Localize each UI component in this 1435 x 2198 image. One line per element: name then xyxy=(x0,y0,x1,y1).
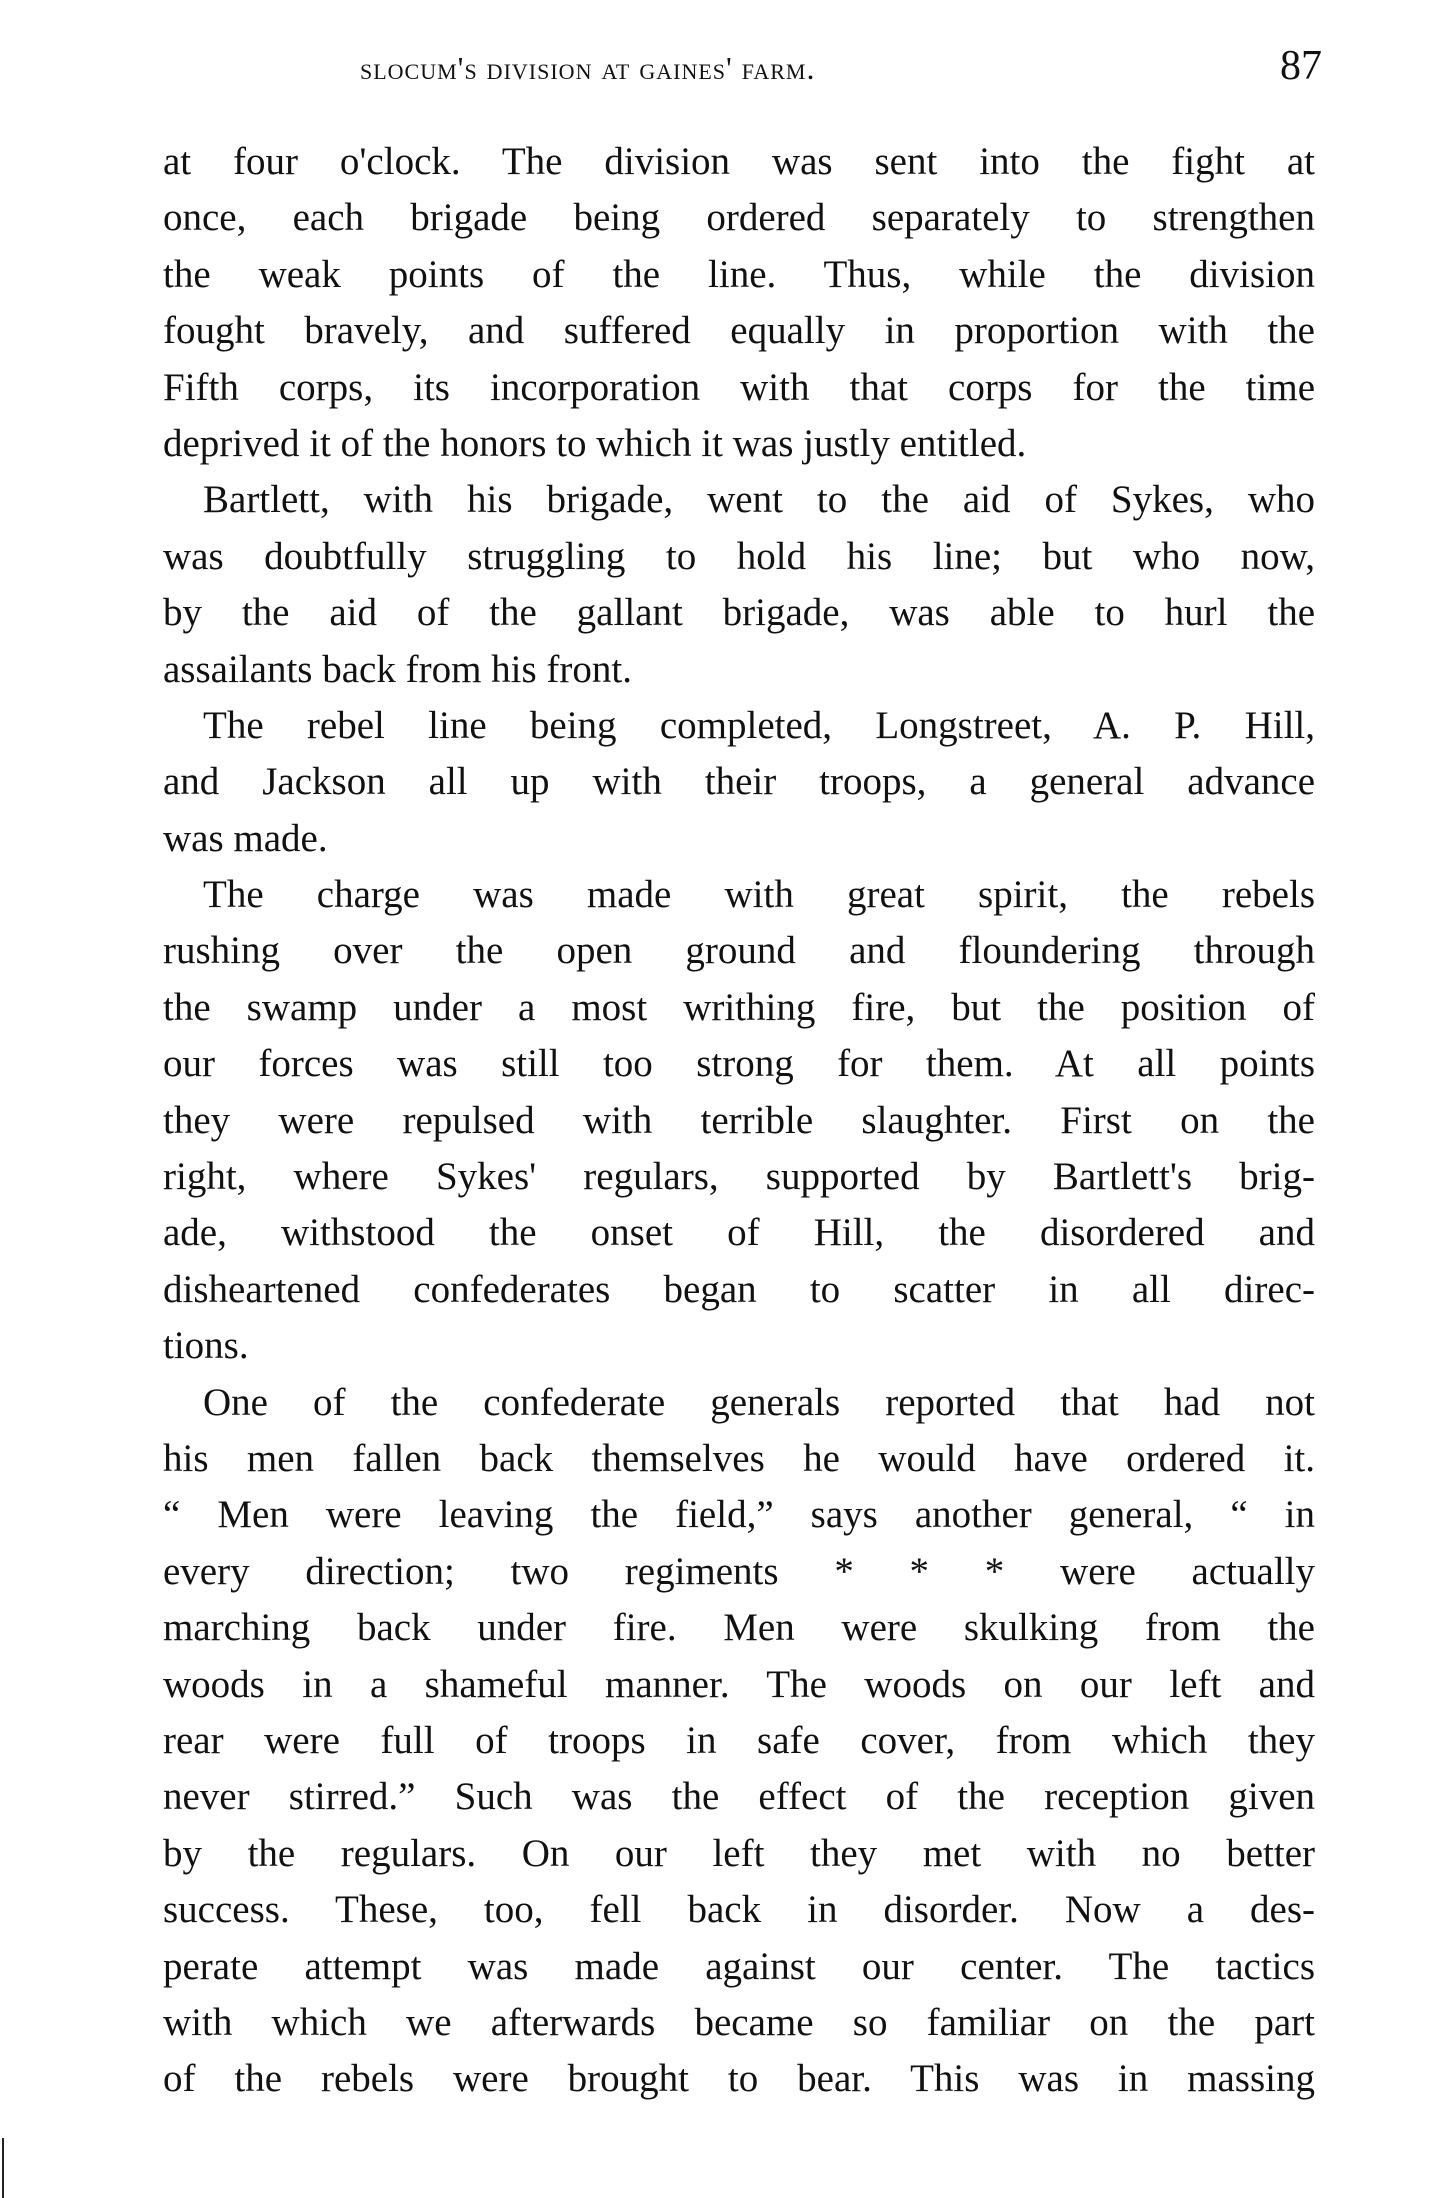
text-line: with which we afterwards became so familiar on the part xyxy=(163,2000,1315,2044)
text-line: The rebel line being completed, Longstreet, A. P. Hill, xyxy=(203,703,1315,747)
text-line: and Jackson all up with their troops, a general advance xyxy=(163,760,1315,804)
text-line: of the rebels were brought to bear. This was in massing xyxy=(163,2057,1315,2101)
text-line: tions. xyxy=(163,1324,249,1368)
text-line: by the regulars. On our left they met with no better xyxy=(163,1831,1315,1875)
text-line: ade, withstood the onset of Hill, the disordered and xyxy=(163,1211,1315,1255)
text-line: every direction; two regiments * * * were actually xyxy=(163,1549,1315,1593)
text-line: deprived it of the honors to which it was justly entitled. xyxy=(163,421,1027,465)
text-line: success. These, too, fell back in disorder. Now a des- xyxy=(163,1888,1315,1932)
text-line: The charge was made with great spirit, the rebels xyxy=(203,873,1315,917)
text-line: once, each brigade being ordered separately to strengthen xyxy=(163,196,1315,240)
text-line: they were repulsed with terrible slaughter. First on the xyxy=(163,1098,1315,1142)
text-line: was doubtfully struggling to hold his line; but who now, xyxy=(163,534,1315,578)
text-line: rear were full of troops in safe cover, from which they xyxy=(163,1718,1315,1762)
text-line: right, where Sykes' regulars, supported by Bartlett's brig- xyxy=(163,1155,1315,1199)
text-line: by the aid of the gallant brigade, was able to hurl the xyxy=(163,591,1315,635)
text-line: his men fallen back themselves he would have ordered it. xyxy=(163,1436,1315,1480)
text-line: was made. xyxy=(163,816,328,860)
page-header xyxy=(0,42,1435,102)
text-line: our forces was still too strong for them. At all points xyxy=(163,1042,1315,1086)
text-line: Bartlett, with his brigade, went to the aid of Sykes, who xyxy=(203,478,1315,522)
text-line: disheartened confederates began to scatter in all direc- xyxy=(163,1267,1315,1311)
text-line: fought bravely, and suffered equally in proportion with the xyxy=(163,309,1315,353)
text-line: rushing over the open ground and floundering through xyxy=(163,929,1315,973)
text-line: never stirred.” Such was the effect of the reception given xyxy=(163,1775,1315,1819)
margin-mark xyxy=(2,2138,4,2198)
text-line: the weak points of the line. Thus, while the division xyxy=(163,252,1315,296)
text-line: assailants back from his front. xyxy=(163,647,632,691)
text-line: perate attempt was made against our center. The tactics xyxy=(163,1944,1315,1988)
text-line: the swamp under a most writhing fire, but the position of xyxy=(163,985,1315,1029)
text-line: “ Men were leaving the field,” says another general, “ in xyxy=(163,1493,1315,1537)
text-line: Fifth corps, its incorporation with that corps for the time xyxy=(163,365,1315,409)
text-line: at four o'clock. The division was sent into the fight at xyxy=(163,140,1315,183)
page-number: 87 xyxy=(1280,43,1322,89)
text-line: One of the confederate generals reported that had not xyxy=(203,1380,1315,1424)
text-line: woods in a shameful manner. The woods on our left and xyxy=(163,1662,1315,1706)
text-line: marching back under fire. Men were skulking from the xyxy=(163,1606,1315,1650)
body-text xyxy=(163,134,1315,2108)
running-head: slocum's division at gaines' farm. xyxy=(360,50,816,86)
